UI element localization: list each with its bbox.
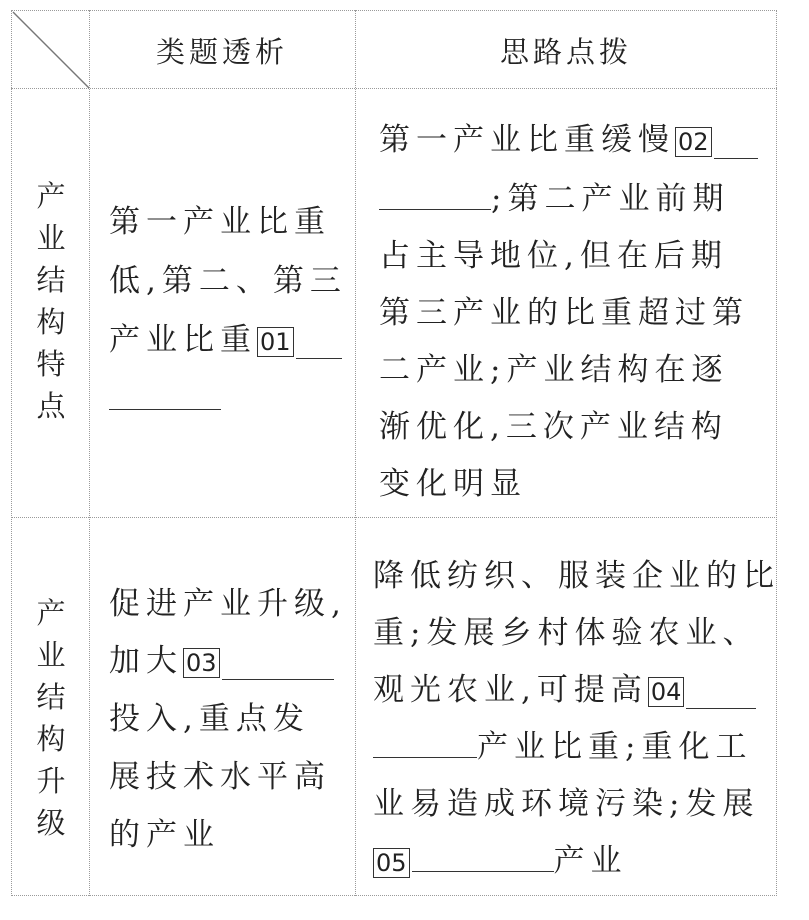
row-label-char: 构 xyxy=(36,722,66,756)
column-divider-2 xyxy=(355,10,356,896)
text-fragment: 产业比重 xyxy=(109,322,257,358)
header-tips: 思路点拨 xyxy=(499,35,632,69)
table-top-border xyxy=(11,10,777,11)
header-analysis: 类题透析 xyxy=(155,35,288,69)
text-line xyxy=(379,114,758,159)
text-fragment: ;第二产业前期 xyxy=(491,181,730,217)
blank-number-box: 03 xyxy=(183,648,220,678)
text-line: 的产业 xyxy=(109,817,220,853)
row-label-char: 产 xyxy=(36,596,66,630)
text-fragment: 观光农业,可提高 xyxy=(373,672,648,708)
text-line xyxy=(379,173,729,218)
row-label-structure-upgrade xyxy=(31,592,71,844)
fill-in-blank xyxy=(373,756,477,758)
text-line xyxy=(109,374,221,410)
header-divider xyxy=(11,88,777,89)
text-line: 第一产业比重 xyxy=(109,204,331,240)
text-line: 促进产业升级, xyxy=(109,586,347,622)
row-label-char: 升 xyxy=(36,764,66,798)
text-fragment: 加大 xyxy=(109,643,183,679)
row-label-char: 业 xyxy=(36,221,66,255)
blank-number-box: 01 xyxy=(257,327,294,357)
text-line: 展技术水平高 xyxy=(109,759,331,795)
blank-number-box: 02 xyxy=(675,127,712,157)
text-line: 降低纺织、服装企业的比 xyxy=(373,558,780,594)
table-right-border xyxy=(776,10,777,896)
text-line xyxy=(373,721,752,766)
row-label-char: 业 xyxy=(36,638,66,672)
row-label-char: 结 xyxy=(36,263,66,297)
text-fragment: 产业比重;重化工 xyxy=(477,729,753,765)
text-fragment: 第一产业比重缓慢 xyxy=(379,122,675,158)
structure-table xyxy=(11,10,780,896)
text-line xyxy=(373,664,756,709)
text-line: 变化明显 xyxy=(379,466,527,502)
row-label-char: 结 xyxy=(36,680,66,714)
row-label-char: 点 xyxy=(36,389,66,423)
fill-in-blank xyxy=(109,408,221,410)
text-fragment: 产业 xyxy=(553,843,628,879)
text-line: 重;发展乡村体验农业、 xyxy=(373,615,760,651)
blank-number-box: 04 xyxy=(648,677,685,707)
table-bottom-border xyxy=(11,895,777,896)
text-line: 占主导地位,但在后期 xyxy=(379,238,728,274)
fill-in-blank xyxy=(714,157,758,159)
row-label-char: 特 xyxy=(36,347,66,381)
row-divider xyxy=(11,517,777,518)
fill-in-blank xyxy=(296,357,342,359)
row-label-structure-features xyxy=(31,175,71,427)
row-label-char: 产 xyxy=(36,179,66,213)
row-label-char: 级 xyxy=(36,806,66,840)
text-line: 低,第二、第三 xyxy=(109,263,347,299)
text-line xyxy=(109,314,342,359)
blank-number-box: 05 xyxy=(373,848,410,878)
text-line: 渐优化,三次产业结构 xyxy=(379,409,728,445)
text-line: 投入,重点发 xyxy=(109,701,310,737)
fill-in-blank xyxy=(222,678,334,680)
fill-in-blank xyxy=(379,208,491,210)
fill-in-blank xyxy=(686,707,756,709)
text-line xyxy=(109,635,334,680)
text-line xyxy=(373,835,628,880)
text-line: 二产业;产业结构在逐 xyxy=(379,352,729,388)
row-label-char: 构 xyxy=(36,305,66,339)
header-diagonal-line xyxy=(11,10,91,90)
fill-in-blank xyxy=(412,870,554,872)
text-line: 第三产业的比重超过第 xyxy=(379,295,749,331)
column-divider-1 xyxy=(89,10,90,896)
text-line: 业易造成环境污染;发展 xyxy=(373,786,760,822)
table-left-border xyxy=(11,10,12,896)
